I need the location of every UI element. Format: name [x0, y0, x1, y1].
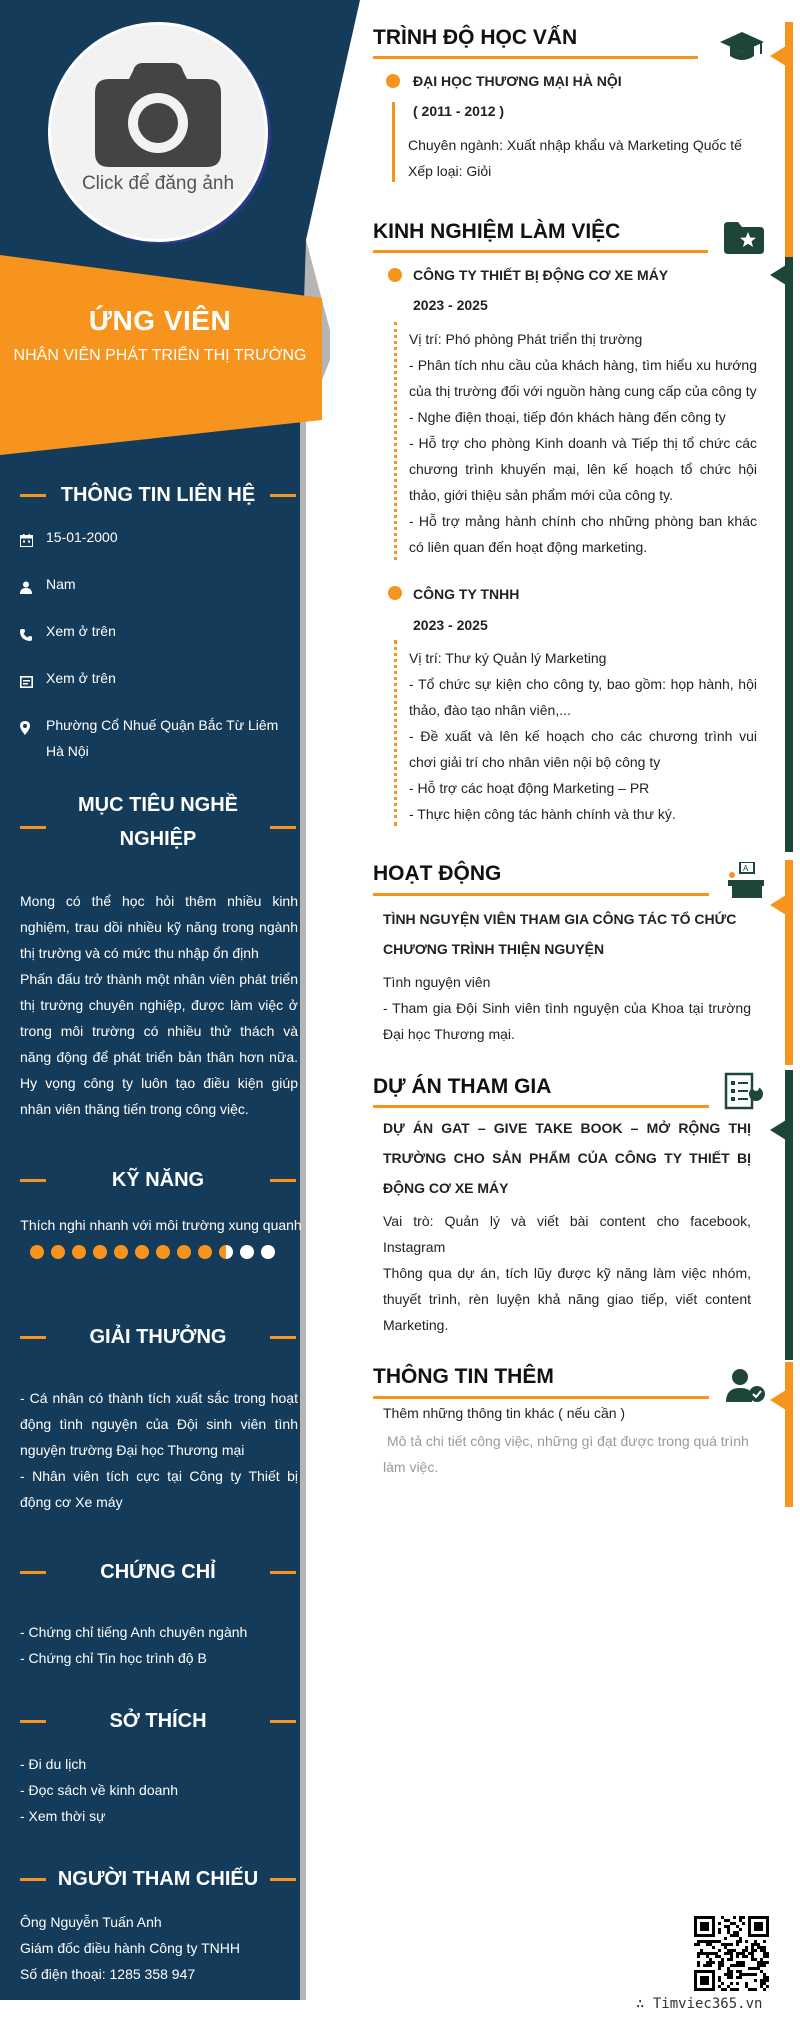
timeline-line — [392, 102, 395, 182]
job-period[interactable]: 2023 - 2025 — [413, 617, 488, 633]
hobbies-section-title — [20, 1704, 296, 1738]
candidate-banner — [0, 305, 320, 365]
education-section-title: TRÌNH ĐỘ HỌC VẤN — [373, 26, 578, 49]
graduation-cap-icon — [720, 32, 764, 62]
objective-title-line2: NGHIỆP — [119, 828, 197, 850]
job-company[interactable]: CÔNG TY THIẾT BỊ ĐỘNG CƠ XE MÁY — [413, 267, 669, 283]
objective-text[interactable]: Mong có thể học hỏi thêm nhiều kinh nghiệm, trau dồi nhiều kỹ năng trong ngành thị trường và có mức thu nhập ổn định Phấn đấu trở thành một nhân viên phát triển thị trường chuyên nghiệp, được làm việc ở trong môi trường có nhiều thử thách và năng động để phát triển bản thân hơn nữa. Hy vọng công ty luôn tạo điều kiện giúp nhân viên thăng tiến trong công việc. — [20, 893, 298, 1117]
job-detail-line[interactable]: - Hỗ trợ mảng hành chính cho những phòng ban khác có liên quan đến hoạt động marketing. — [409, 513, 757, 555]
section-side-bar — [785, 257, 793, 852]
hobby-item[interactable]: - Đọc sách về kinh doanh — [20, 1782, 178, 1798]
reference-name[interactable]: Ông Nguyễn Tuấn Anh — [20, 1914, 162, 1930]
job-detail-line[interactable]: - Thực hiện công tác hành chính và thư ký. — [409, 806, 676, 822]
title-bar-left — [20, 1179, 46, 1182]
job-company[interactable]: CÔNG TY TNHH — [413, 586, 520, 602]
section-side-bar — [785, 860, 793, 1065]
timeline-bullet — [388, 586, 402, 600]
title-bar-right — [270, 826, 296, 829]
extra-info-section-title: THÔNG TIN THÊM — [373, 1365, 554, 1388]
activities-section-title: HOẠT ĐỘNG — [373, 862, 502, 885]
certificates-list — [20, 1619, 298, 1671]
activity-role[interactable]: Tình nguyện viên — [383, 974, 491, 990]
camera-icon — [95, 63, 221, 167]
section-pointer — [770, 46, 786, 66]
gender-value[interactable]: Nam — [46, 576, 76, 592]
education-school[interactable]: ĐẠI HỌC THƯƠNG MẠI HÀ NỘI — [413, 73, 622, 89]
education-years[interactable]: ( 2011 - 2012 ) — [413, 103, 505, 119]
section-underline — [373, 893, 709, 896]
user-check-icon — [726, 1368, 766, 1404]
birthday-value[interactable]: 15-01-2000 — [46, 529, 118, 545]
skill-rating-dot — [30, 1245, 44, 1259]
job-description — [409, 645, 757, 827]
timeline-dotted-line — [394, 640, 397, 826]
title-bar-right — [270, 1878, 296, 1881]
section-pointer — [770, 265, 786, 285]
skill-rating-dot — [114, 1245, 128, 1259]
certificate-item[interactable]: - Chứng chỉ Tin học trình độ B — [20, 1650, 207, 1666]
contact-title-text: THÔNG TIN LIÊN HỆ — [60, 484, 256, 506]
project-description[interactable]: Thông qua dự án, tích lũy được kỹ năng làm việc nhóm, thuyết trình, rèn luyện khả năng giao tiếp, viết content Marketing. — [383, 1265, 751, 1333]
title-bar-right — [270, 494, 296, 497]
brand-watermark: ∴ Timviec365.vn — [636, 1996, 763, 2012]
objective-title-text — [46, 788, 270, 856]
skill-name[interactable]: Thích nghi nhanh với môi trường xung quanh — [20, 1217, 302, 1233]
section-underline — [373, 1396, 709, 1399]
podium-icon — [726, 862, 766, 898]
title-bar-right — [270, 1336, 296, 1339]
extra-info-line[interactable]: Thêm những thông tin khác ( nếu cần ) — [383, 1405, 626, 1421]
job-period[interactable]: 2023 - 2025 — [413, 297, 488, 313]
checklist-icon — [724, 1072, 764, 1112]
contact-item-email — [20, 665, 300, 696]
skill-rating-dot — [72, 1245, 86, 1259]
folder-star-icon — [724, 222, 764, 254]
objective-title-line1: MỤC TIÊU NGHỀ — [78, 794, 238, 816]
skill-rating-dot — [156, 1245, 170, 1259]
section-side-bar — [785, 1362, 793, 1507]
certificates-title-text: CHỨNG CHỈ — [100, 1561, 216, 1583]
contact-section-title — [20, 478, 296, 512]
reference-position[interactable]: Giám đốc điều hành Công ty TNHH — [20, 1940, 240, 1956]
section-pointer — [770, 1120, 786, 1140]
phone-icon — [20, 618, 46, 649]
section-side-bar — [785, 1070, 793, 1360]
skill-rating-dot — [135, 1245, 149, 1259]
education-major[interactable]: Chuyên ngành: Xuất nhập khẩu và Marketing Quốc tế — [408, 137, 742, 153]
qr-code-icon — [694, 1916, 769, 1991]
hobby-item[interactable]: - Đi du lịch — [20, 1756, 87, 1772]
section-underline — [373, 250, 708, 253]
timeline-bullet — [386, 74, 400, 88]
hobbies-list — [20, 1751, 298, 1829]
email-icon — [20, 665, 46, 696]
references-list — [20, 1909, 298, 1987]
awards-text[interactable]: - Cá nhân có thành tích xuất sắc trong hoạt động tình nguyện của Đội sinh viên tình nguyện trường Đại học Thương mại - Nhân viên tích cực tại Công ty Thiết bị động cơ Xe máy — [20, 1390, 298, 1510]
title-bar-right — [270, 1179, 296, 1182]
section-underline — [373, 56, 698, 59]
title-bar-left — [20, 1571, 46, 1574]
title-bar-right — [270, 1720, 296, 1723]
education-grade[interactable]: Xếp loại: Giỏi — [408, 163, 492, 179]
project-role[interactable]: Vai trò: Quản lý và viết bài content cho facebook, Instagram — [383, 1213, 751, 1255]
section-pointer — [770, 895, 786, 915]
contact-item-phone — [20, 618, 300, 649]
skills-section-title — [20, 1163, 296, 1197]
skill-rating — [30, 1245, 275, 1259]
job-detail-line[interactable]: Vị trí: Thư ký Quản lý Marketing — [409, 650, 607, 666]
section-underline — [373, 1105, 709, 1108]
activity-description[interactable]: - Tham gia Đội Sinh viên tình nguyện của Khoa tại trường Đại học Thương mại. — [383, 1000, 751, 1042]
candidate-title[interactable]: NHÂN VIÊN PHÁT TRIỂN THỊ TRƯỜNG — [13, 347, 307, 364]
job-detail-line[interactable]: - Đề xuất và lên kế hoạch cho các chương trình vui chơi giải trí cho nhân viên nội bộ công ty — [409, 728, 757, 770]
profile-photo-upload[interactable] — [48, 22, 268, 242]
objective-section-title — [20, 788, 296, 856]
references-title-text: NGƯỜI THAM CHIẾU — [57, 1868, 259, 1890]
job-detail-line[interactable]: - Nghe điện thoại, tiếp đón khách hàng đến công ty — [409, 409, 726, 425]
contact-item-address — [20, 712, 300, 764]
reference-phone[interactable]: Số điện thoại: 1285 358 947 — [20, 1966, 196, 1982]
calendar-icon — [20, 524, 46, 555]
skill-rating-dot — [240, 1245, 254, 1259]
hobbies-title-text: SỞ THÍCH — [109, 1710, 207, 1732]
job-detail-line[interactable]: - Hỗ trợ các hoạt động Marketing – PR — [409, 780, 650, 796]
awards-title-text: GIẢI THƯỞNG — [89, 1326, 227, 1348]
skill-rating-dot — [93, 1245, 107, 1259]
references-section-title — [20, 1862, 296, 1896]
job-description — [409, 326, 757, 560]
title-bar-right — [270, 1571, 296, 1574]
skill-rating-dot — [198, 1245, 212, 1259]
hobby-item[interactable]: - Xem thời sự — [20, 1808, 106, 1824]
title-bar-left — [20, 1336, 46, 1339]
email-value[interactable]: Xem ở trên — [46, 670, 116, 686]
job-detail-line[interactable]: Vị trí: Phó phòng Phát triển thị trường — [409, 331, 643, 347]
title-bar-left — [20, 1720, 46, 1723]
certificate-item[interactable]: - Chứng chỉ tiếng Anh chuyên ngành — [20, 1624, 248, 1640]
skill-rating-dot — [219, 1245, 233, 1259]
job-detail-line[interactable]: - Hỗ trợ cho phòng Kinh doanh và Tiếp thị tổ chức các chương trình khuyến mại, lên kế hoạch tổ chức hội thảo, giới thiệu sản phẩm mới của công ty. — [409, 435, 757, 503]
timeline-dotted-line — [394, 322, 397, 560]
timeline-bullet — [388, 268, 402, 282]
activity-heading[interactable]: TÌNH NGUYỆN VIÊN THAM GIA CÔNG TÁC TỔ CHỨC CHƯƠNG TRÌNH THIỆN NGUYỆN — [383, 911, 737, 957]
location-icon — [20, 712, 46, 743]
job-detail-line[interactable]: - Phân tích nhu cầu của khách hàng, tìm hiểu xu hướng của thị trường đối với nguồn hàng cung cấp của công ty — [409, 357, 757, 399]
project-heading[interactable]: DỰ ÁN GAT – GIVE TAKE BOOK – MỞ RỘNG THỊ TRƯỜNG CHO SẢN PHẨM CỦA CÔNG TY THIẾT BỊ ĐỘNG CƠ XE MÁY — [383, 1120, 751, 1196]
title-bar-left — [20, 494, 46, 497]
address-value[interactable]: Phường Cổ Nhuế Quận Bắc Từ Liêm Hà Nội — [46, 717, 279, 759]
section-pointer — [770, 1390, 786, 1410]
candidate-name[interactable]: ỨNG VIÊN — [88, 305, 232, 336]
contact-item-birthday — [20, 524, 300, 555]
section-side-bar — [785, 22, 793, 257]
extra-info-placeholder[interactable]: Mô tả chi tiết công việc, những gì đạt được trong quá trình làm việc. — [383, 1433, 749, 1475]
experience-section-title: KINH NGHIỆM LÀM VIỆC — [373, 220, 621, 243]
svg-text:A: A — [743, 864, 749, 873]
skills-title-text: KỸ NĂNG — [111, 1169, 205, 1191]
skill-rating-dot — [51, 1245, 65, 1259]
skill-rating-dot — [261, 1245, 275, 1259]
title-bar-left — [20, 826, 46, 829]
skill-rating-dot — [177, 1245, 191, 1259]
title-bar-left — [20, 1878, 46, 1881]
upload-photo-label: Click để đăng ảnh — [81, 173, 235, 194]
phone-value[interactable]: Xem ở trên — [46, 623, 116, 639]
job-detail-line[interactable]: - Tổ chức sự kiện cho công ty, bao gồm: họp hành, hội thảo, đào tạo nhân viên,... — [409, 676, 757, 718]
certificates-section-title — [20, 1555, 296, 1589]
contact-list — [20, 524, 300, 780]
awards-section-title — [20, 1320, 296, 1354]
projects-section-title: DỰ ÁN THAM GIA — [373, 1075, 552, 1098]
contact-item-gender — [20, 571, 300, 602]
person-icon — [20, 571, 46, 602]
